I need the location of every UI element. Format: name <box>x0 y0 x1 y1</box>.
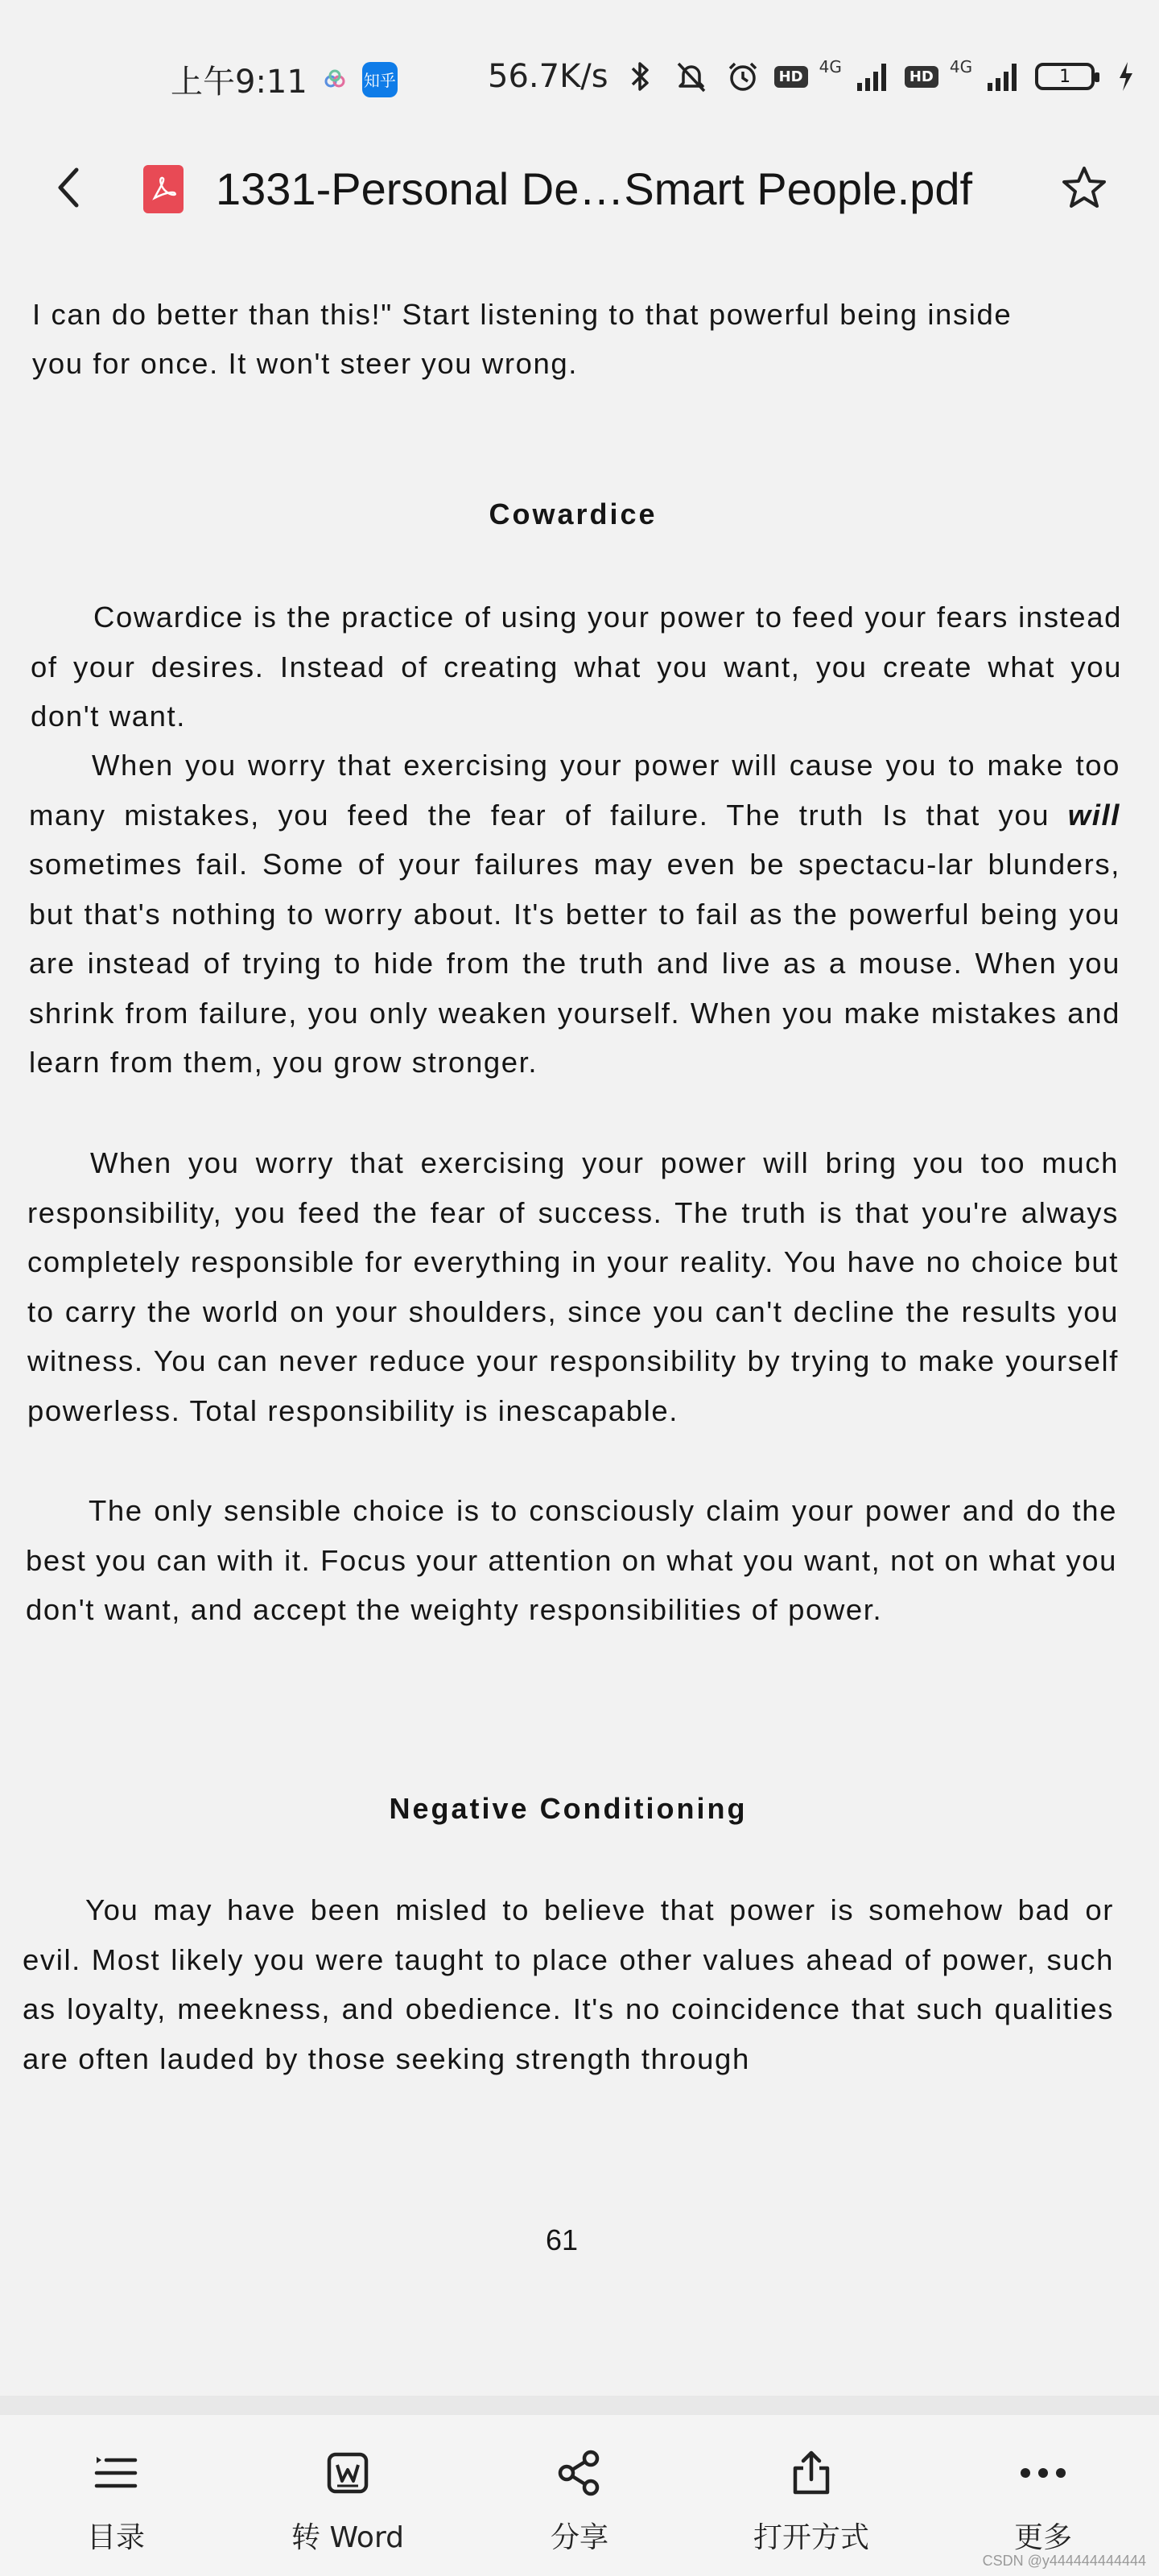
mute-bell-icon <box>671 56 711 97</box>
page-number: 61 <box>545 2223 579 2256</box>
battery-indicator <box>1035 63 1095 90</box>
bluetooth-icon <box>620 56 660 97</box>
convert-word-label: 转 Word <box>291 2521 404 2554</box>
toc-label: 目录 <box>86 2521 145 2554</box>
zhihu-app-icon: 知乎 <box>362 62 398 97</box>
charging-icon <box>1106 56 1146 97</box>
paragraph-text: When you worry that exercising your power will cause you to make too many mistakes, you feed the fear of failure. The truth Is that you <box>29 749 1120 832</box>
emphasis-text: will <box>1067 798 1120 832</box>
heading-cowardice: Cowardice <box>489 497 658 530</box>
hd-badge: HD <box>774 66 808 88</box>
paragraph-negative-conditioning: You may have been misled to believe that power is somehow bad or evil. Most likely you were taught to place other values ahead of power, such as loyalty, meekness, and obedience. It's no coincidence that such qualities are often lauded by those seeking strength through <box>23 1893 1114 2075</box>
word-convert-icon <box>322 2447 373 2499</box>
status-bar-right <box>488 56 1146 97</box>
back-arrow-icon <box>52 165 85 213</box>
battery-level: 1 <box>1059 66 1071 87</box>
title-bar <box>0 145 1159 233</box>
status-bar <box>0 48 1159 113</box>
paragraph-cowardice-1: Cowardice is the practice of using your power to feed your fears instead of your desires. Instead of creating what you want, you create what you don't want. <box>31 601 1122 733</box>
paragraph-cowardice-2 <box>29 741 1120 1088</box>
toolbar-divider <box>0 2396 1159 2415</box>
network-speed: 56.7K/s <box>488 58 608 95</box>
more-button[interactable] <box>963 2447 1124 2556</box>
share-button[interactable] <box>499 2447 660 2556</box>
open-with-label: 打开方式 <box>753 2521 869 2554</box>
back-button[interactable] <box>40 161 97 217</box>
heading-negative-conditioning: Negative Conditioning <box>389 1792 748 1825</box>
share-icon <box>554 2447 605 2499</box>
network-type-label-secondary: 4G <box>949 57 973 76</box>
table-of-contents-icon <box>90 2447 142 2499</box>
intro-line-2: you for once. It won't steer you wrong. <box>32 347 579 380</box>
star-icon <box>1061 165 1107 213</box>
paragraph-text: sometimes fail. Some of your failures may even be spectacu-lar blunders, but that's nothing to worry about. It's better to fail as the powerful being you are instead of trying to hide from the truth and live as a mouse. When you shrink from failure, you only weaken yourself. When you make mistakes and learn from them, you grow stronger. <box>29 848 1120 1079</box>
toc-button[interactable] <box>35 2447 196 2556</box>
pdf-file-icon <box>143 165 184 213</box>
cloud-sync-icon <box>324 68 346 91</box>
intro-line-1: I can do better than this!" Start listening to that powerful being inside <box>32 298 1013 331</box>
more-icon <box>1017 2447 1069 2499</box>
signal-icon-secondary <box>984 56 1024 97</box>
convert-word-button[interactable] <box>267 2447 428 2556</box>
bottom-toolbar <box>0 2415 1159 2576</box>
clock-time: 上午9:11 <box>171 64 307 101</box>
favorite-button[interactable] <box>1054 159 1114 219</box>
signal-icon <box>853 56 893 97</box>
open-with-icon <box>786 2447 837 2499</box>
share-label: 分享 <box>550 2521 608 2554</box>
paragraph-cowardice-3: When you worry that exercising your power will bring you too much responsibility, you feed the fear of success. The truth is that you're always completely responsible for everything in your reality. You have no choice but to carry the world on your shoulders, since you can't decline the results you witness. You can never reduce your responsibility by trying to make yourself powerless. Total responsibility is inescapable. <box>27 1146 1119 1427</box>
open-with-button[interactable] <box>731 2447 892 2556</box>
hd-badge-secondary: HD <box>905 66 938 88</box>
paragraph-cowardice-4: The only sensible choice is to consciously claim your power and do the best you can with it. Focus your attention on what you want, not on what you don't want, and accept the weighty responsibilities of power. <box>26 1494 1117 1626</box>
more-label: 更多 <box>1013 2521 1072 2554</box>
network-type-label: 4G <box>819 57 842 76</box>
watermark: CSDN @y444444444444 <box>982 2553 1146 2569</box>
alarm-icon <box>723 56 763 97</box>
document-title: 1331-Personal De…Smart People.pdf <box>216 163 973 214</box>
status-bar-left <box>171 56 398 102</box>
